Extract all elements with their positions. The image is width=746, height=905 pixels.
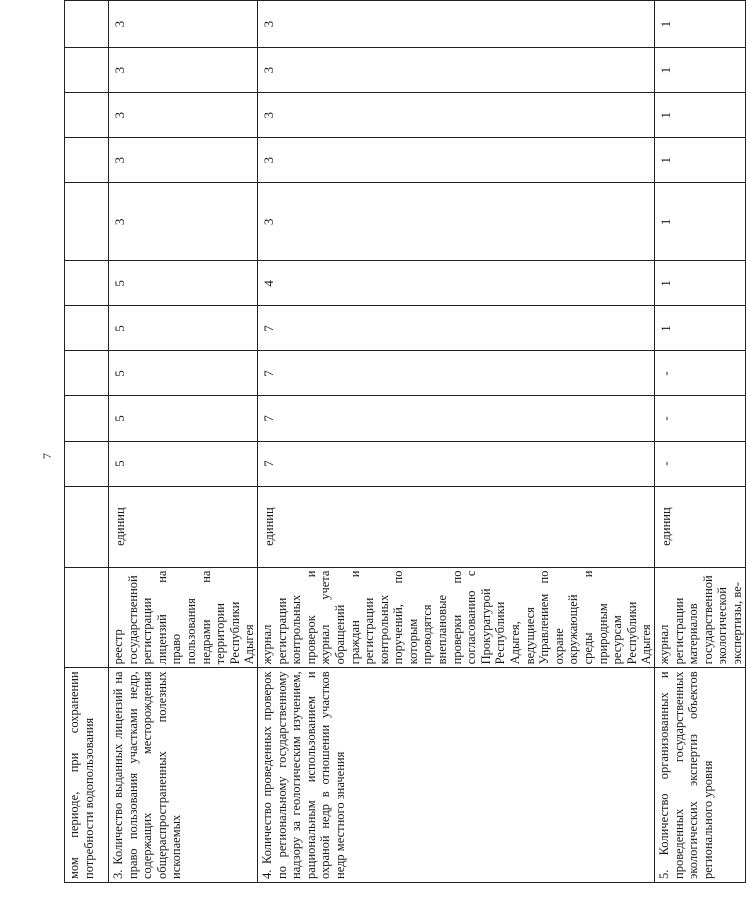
table-row [654, 1, 745, 883]
value-cell: 5 [109, 351, 258, 396]
source-cell: реестр государственной регистрации лицензий на право пользования недрами на территории Республики Адыгея [109, 567, 258, 668]
value-cell: 7 [257, 306, 654, 351]
value-cell: 5 [109, 396, 258, 441]
value-cell: 3 [257, 93, 654, 138]
value-cell [65, 306, 109, 351]
value-cell: 5 [109, 261, 258, 306]
value-cell [65, 48, 109, 93]
indicator-cell: 5. Количество организованных и проведенных государственных экологических экспертиз объектов регионального уровня [654, 668, 745, 883]
value-cell: 5 [109, 441, 258, 486]
value-cell: 7 [257, 396, 654, 441]
value-cell: - [654, 396, 745, 441]
indicators-table [64, 0, 746, 883]
value-cell [65, 183, 109, 261]
source-cell: журнал регистрации материалов государственной экологической экспертизы, ве- [654, 567, 745, 668]
value-cell [65, 396, 109, 441]
value-cell [65, 138, 109, 183]
value-cell: - [654, 351, 745, 396]
indicator-cell: 3. Количество выданных лицензий на право пользования участками недр, содержащих месторождения общераспространенных полезных ископаемых [109, 668, 258, 883]
indicator-cell: 4. Количество проведенных проверок по региональному государственному надзору за геологическим изучением, рациональным использованием и охраной недр в отношении участков недр местного значения [257, 668, 654, 883]
value-cell: 3 [257, 183, 654, 261]
unit-cell [65, 486, 109, 567]
value-cell: 3 [109, 1, 258, 48]
unit-cell: единиц [109, 486, 258, 567]
value-cell: 3 [109, 183, 258, 261]
value-cell: 3 [257, 138, 654, 183]
value-cell: 5 [109, 306, 258, 351]
unit-cell: единиц [654, 486, 745, 567]
value-cell: 1 [654, 183, 745, 261]
value-cell: 1 [654, 1, 745, 48]
value-cell: 1 [654, 48, 745, 93]
table-row [109, 1, 258, 883]
value-cell: 3 [257, 1, 654, 48]
source-cell: журнал регистрации контрольных проверок и журнал учета обращений граждан и регистрации контрольных поручений, по которым проводятся внеплановые проверки по согласованию с Прокуратурой Республики Адыгея, ведущиеся Управлением по охране окружающей среды и природным ресурсам Республики Адыгея [257, 567, 654, 668]
value-cell [65, 441, 109, 486]
value-cell: 1 [654, 93, 745, 138]
value-cell: - [654, 441, 745, 486]
value-cell: 1 [654, 261, 745, 306]
value-cell: 7 [257, 351, 654, 396]
table-row [65, 1, 109, 883]
indicator-cell: мом периоде, при сохранении потребности водопользования [65, 668, 109, 883]
unit-cell: единиц [257, 486, 654, 567]
table-row [257, 1, 654, 883]
value-cell [65, 261, 109, 306]
value-cell [65, 93, 109, 138]
value-cell: 3 [109, 138, 258, 183]
value-cell: 3 [257, 48, 654, 93]
value-cell [65, 1, 109, 48]
page-number: 7 [40, 453, 54, 459]
value-cell: 3 [109, 48, 258, 93]
value-cell: 1 [654, 138, 745, 183]
value-cell: 1 [654, 306, 745, 351]
value-cell: 4 [257, 261, 654, 306]
value-cell: 7 [257, 441, 654, 486]
value-cell [65, 351, 109, 396]
value-cell: 3 [109, 93, 258, 138]
source-cell [65, 567, 109, 668]
